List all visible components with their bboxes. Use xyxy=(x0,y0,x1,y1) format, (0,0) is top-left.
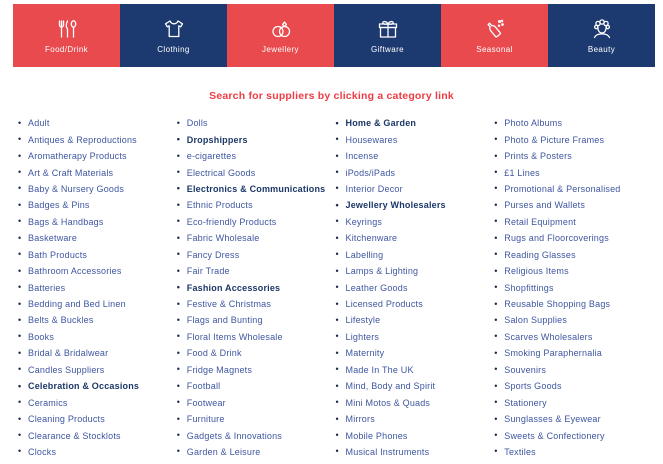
gift-icon xyxy=(376,17,400,41)
bullet-icon: • xyxy=(176,413,181,424)
category-link-label[interactable]: Fashion Accessories xyxy=(186,282,281,293)
category-link-jewellery-wholesalers[interactable] xyxy=(336,197,495,213)
category-link-mini-motos-quads[interactable] xyxy=(336,394,495,410)
bullet-icon: • xyxy=(494,314,498,325)
category-column-3 xyxy=(336,115,495,460)
bullet-icon: • xyxy=(494,249,498,260)
category-link-reusable-shopping-bags[interactable] xyxy=(494,296,653,312)
category-link-label[interactable]: Festive & Christmas xyxy=(186,299,272,310)
category-link-dolls[interactable] xyxy=(177,115,336,131)
category-link-label[interactable]: Shopfittings xyxy=(504,282,554,293)
category-link-label[interactable]: Mini Motos & Quads xyxy=(345,397,431,408)
category-link-label[interactable]: Purses and Wallets xyxy=(504,200,586,211)
category-link-label[interactable]: Made In The UK xyxy=(345,364,414,375)
tab-label: Clothing xyxy=(157,45,190,54)
tab-giftware[interactable] xyxy=(334,4,441,67)
tab-label: Food/Drink xyxy=(44,45,89,54)
bullet-icon: • xyxy=(176,134,181,145)
category-link-label[interactable]: Clearance & Stocklots xyxy=(28,430,121,441)
category-link-label[interactable]: Ethnic Products xyxy=(186,200,253,211)
category-link-ceramics[interactable] xyxy=(18,394,177,410)
tab-label: Beauty xyxy=(587,45,616,54)
category-link-home-garden[interactable] xyxy=(336,115,495,131)
category-link-label[interactable]: £1 Lines xyxy=(504,167,540,178)
category-link-label[interactable]: Smoking Paraphernalia xyxy=(504,348,603,359)
category-link-label[interactable]: Books xyxy=(28,331,55,342)
category-link-label[interactable]: Licensed Products xyxy=(345,299,423,310)
category-link-purses-and-wallets[interactable] xyxy=(494,197,653,213)
category-link-candles-suppliers[interactable] xyxy=(18,362,177,378)
category-link-label[interactable]: Aromatherapy Products xyxy=(28,151,127,162)
category-link-clocks[interactable] xyxy=(18,444,177,460)
bullet-icon: • xyxy=(176,199,181,210)
category-link-furniture[interactable] xyxy=(177,411,336,427)
category-link-label[interactable]: Celebration & Occasions xyxy=(28,381,140,392)
bullet-icon: • xyxy=(494,430,498,441)
category-link-ethnic-products[interactable] xyxy=(177,197,336,213)
category-link-label[interactable]: Basketware xyxy=(28,233,78,244)
category-link-label[interactable]: Musical Instruments xyxy=(345,446,430,457)
bullet-icon: • xyxy=(18,430,22,441)
category-link-label[interactable]: Bridal & Bridalwear xyxy=(28,348,109,359)
tab-label: Seasonal xyxy=(476,45,513,54)
bullet-icon: • xyxy=(494,232,498,243)
bullet-icon: • xyxy=(176,117,181,128)
bullet-icon: • xyxy=(176,446,181,457)
bullet-icon: • xyxy=(18,413,22,424)
category-link-label[interactable]: Eco-friendly Products xyxy=(186,216,277,227)
category-link-label[interactable]: Keyrings xyxy=(345,216,383,227)
bullet-icon: • xyxy=(335,314,339,325)
bullet-icon: • xyxy=(176,249,181,260)
category-link-label[interactable]: Promotional & Personalised xyxy=(504,183,621,194)
category-link-label[interactable]: Sweets & Confectionery xyxy=(504,430,605,441)
category-link-gadgets-innovations[interactable] xyxy=(177,427,336,443)
category-link-label[interactable]: Bags & Handbags xyxy=(28,216,104,227)
category-link-sports-goods[interactable] xyxy=(494,378,653,394)
category-link-label[interactable]: Baby & Nursery Goods xyxy=(28,183,125,194)
category-link-label[interactable]: Football xyxy=(186,381,221,392)
bullet-icon: • xyxy=(335,183,339,194)
bullet-icon: • xyxy=(335,265,339,276)
category-link-scarves-wholesalers[interactable] xyxy=(494,329,653,345)
category-link-label[interactable]: Prints & Posters xyxy=(504,151,572,162)
bullet-icon: • xyxy=(18,117,22,128)
category-link-label[interactable]: Antiques & Reproductions xyxy=(28,134,137,145)
category-link-footwear[interactable] xyxy=(177,394,336,410)
tab-jewellery[interactable] xyxy=(227,4,334,67)
bullet-icon: • xyxy=(335,249,339,260)
bullet-icon: • xyxy=(335,347,339,358)
bullet-icon: • xyxy=(176,380,181,391)
bullet-icon: • xyxy=(18,298,22,309)
category-link-label[interactable]: Rugs and Floorcoverings xyxy=(504,233,609,244)
bullet-icon: • xyxy=(176,265,181,276)
category-link-label[interactable]: Religious Items xyxy=(504,266,569,277)
bullet-icon: • xyxy=(494,380,498,391)
bullet-icon: • xyxy=(494,397,498,408)
category-link-celebration-occasions[interactable] xyxy=(18,378,177,394)
category-link-label[interactable]: Mirrors xyxy=(345,414,375,425)
category-tabbar xyxy=(13,4,655,67)
category-link-label[interactable]: Scarves Wholesalers xyxy=(504,331,593,342)
bullet-icon: • xyxy=(18,331,22,342)
category-link-musical-instruments[interactable] xyxy=(336,444,495,460)
rings-icon xyxy=(269,17,293,41)
category-link-mind-body-and-spirit[interactable] xyxy=(336,378,495,394)
category-link-salon-supplies[interactable] xyxy=(494,312,653,328)
category-column-2 xyxy=(177,115,336,460)
bullet-icon: • xyxy=(18,265,22,276)
cutlery-icon xyxy=(55,17,79,41)
category-link-label[interactable]: Cleaning Products xyxy=(28,414,105,425)
bullet-icon: • xyxy=(335,397,339,408)
category-link-lifestyle[interactable] xyxy=(336,312,495,328)
category-link-label[interactable]: Lifestyle xyxy=(345,315,381,326)
bullet-icon: • xyxy=(335,364,339,375)
bullet-icon: • xyxy=(176,150,181,161)
bullet-icon: • xyxy=(176,167,181,178)
category-link-label[interactable]: Lamps & Lighting xyxy=(345,266,419,277)
category-link-fridge-magnets[interactable] xyxy=(177,362,336,378)
category-link-mobile-phones[interactable] xyxy=(336,427,495,443)
category-link-adult[interactable] xyxy=(18,115,177,131)
bullet-icon: • xyxy=(494,117,498,128)
category-link-garden-leisure[interactable] xyxy=(177,444,336,460)
tab-food-drink[interactable] xyxy=(13,4,120,67)
category-link-smoking-paraphernalia[interactable] xyxy=(494,345,653,361)
category-link-maternity[interactable] xyxy=(336,345,495,361)
category-link-lamps-lighting[interactable] xyxy=(336,263,495,279)
bullet-icon: • xyxy=(335,331,339,342)
bullet-icon: • xyxy=(494,265,498,276)
bullet-icon: • xyxy=(176,232,181,243)
category-link-mirrors[interactable] xyxy=(336,411,495,427)
bullet-icon: • xyxy=(335,298,339,309)
bullet-icon: • xyxy=(494,347,498,358)
category-link-bath-products[interactable] xyxy=(18,247,177,263)
category-link-label[interactable]: Badges & Pins xyxy=(28,200,90,211)
category-link-aromatherapy-products[interactable] xyxy=(18,148,177,164)
tab-clothing[interactable] xyxy=(120,4,227,67)
bullet-icon: • xyxy=(18,314,22,325)
category-link-label[interactable]: Floral Items Wholesale xyxy=(186,331,283,342)
bullet-icon: • xyxy=(18,216,22,227)
category-link-art-craft-materials[interactable] xyxy=(18,164,177,180)
category-link-prints-posters[interactable] xyxy=(494,148,653,164)
category-link-label[interactable]: Mobile Phones xyxy=(345,430,408,441)
category-link-label[interactable]: Fabric Wholesale xyxy=(186,233,260,244)
bullet-icon: • xyxy=(335,232,339,243)
beauty-icon xyxy=(590,17,614,41)
category-link-label[interactable]: Photo & Picture Frames xyxy=(504,134,605,145)
category-link-made-in-the-uk[interactable] xyxy=(336,362,495,378)
category-column-1 xyxy=(18,115,177,460)
category-link-electronics-communications[interactable] xyxy=(177,181,336,197)
category-link-label[interactable]: Fridge Magnets xyxy=(186,364,253,375)
category-link-food-drink[interactable] xyxy=(177,345,336,361)
category-link-label[interactable]: Ceramics xyxy=(28,397,68,408)
category-link-cleaning-products[interactable] xyxy=(18,411,177,427)
category-link-label[interactable]: Batteries xyxy=(28,282,66,293)
bullet-icon: • xyxy=(176,282,181,293)
category-link-label[interactable]: Photo Albums xyxy=(504,118,563,129)
category-link-label[interactable]: Bathroom Accessories xyxy=(28,266,122,277)
category-link-label[interactable]: Electrical Goods xyxy=(186,167,256,178)
category-link-housewares[interactable] xyxy=(336,131,495,147)
champagne-icon xyxy=(483,17,507,41)
category-link-textiles[interactable] xyxy=(494,444,653,460)
category-link-label[interactable]: Garden & Leisure xyxy=(186,446,261,457)
category-link-shopfittings[interactable] xyxy=(494,279,653,295)
category-link-labelling[interactable] xyxy=(336,247,495,263)
bullet-icon: • xyxy=(494,216,498,227)
bullet-icon: • xyxy=(176,314,181,325)
category-link-fabric-wholesale[interactable] xyxy=(177,230,336,246)
category-link-belts-buckles[interactable] xyxy=(18,312,177,328)
category-link-label[interactable]: Fancy Dress xyxy=(186,249,240,260)
category-link-rugs-and-floorcoverings[interactable] xyxy=(494,230,653,246)
category-link-label[interactable]: Mind, Body and Spirit xyxy=(345,381,436,392)
category-link-kitchenware[interactable] xyxy=(336,230,495,246)
category-link-label[interactable]: Salon Supplies xyxy=(504,315,568,326)
category-link-label[interactable]: Reading Glasses xyxy=(504,249,576,260)
bullet-icon: • xyxy=(335,199,339,210)
category-link-label[interactable]: Home & Garden xyxy=(345,118,417,129)
category-link-eco-friendly-products[interactable] xyxy=(177,214,336,230)
category-link-label[interactable]: Labelling xyxy=(345,249,384,260)
category-link-label[interactable]: Food & Drink xyxy=(186,348,242,359)
category-link-label[interactable]: iPods/iPads xyxy=(345,167,396,178)
bullet-icon: • xyxy=(335,150,339,161)
category-column-4 xyxy=(494,115,653,460)
category-link-batteries[interactable] xyxy=(18,279,177,295)
category-link-label[interactable]: Incense xyxy=(345,151,379,162)
bullet-icon: • xyxy=(18,167,22,178)
category-link-label[interactable]: e-cigarettes xyxy=(186,151,237,162)
category-link-label[interactable]: Stationery xyxy=(504,397,547,408)
category-link-bridal-bridalwear[interactable] xyxy=(18,345,177,361)
category-link-label[interactable]: Bedding and Bed Linen xyxy=(28,299,126,310)
tshirt-icon xyxy=(162,17,186,41)
category-link-bedding-and-bed-linen[interactable] xyxy=(18,296,177,312)
category-link-badges-pins[interactable] xyxy=(18,197,177,213)
category-link-fair-trade[interactable] xyxy=(177,263,336,279)
bullet-icon: • xyxy=(176,183,181,194)
category-link-label[interactable]: Dropshippers xyxy=(186,134,248,145)
category-link-flags-and-bunting[interactable] xyxy=(177,312,336,328)
bullet-icon: • xyxy=(494,199,498,210)
category-link-label[interactable]: Dolls xyxy=(186,118,208,129)
category-link-label[interactable]: Bath Products xyxy=(28,249,88,260)
category-link-label[interactable]: Belts & Buckles xyxy=(28,315,94,326)
category-link-stationery[interactable] xyxy=(494,394,653,410)
category-link-label[interactable]: Footwear xyxy=(186,397,226,408)
category-link-promotional-personalised[interactable] xyxy=(494,181,653,197)
category-link-religious-items[interactable] xyxy=(494,263,653,279)
category-link-lighters[interactable] xyxy=(336,329,495,345)
bullet-icon: • xyxy=(18,380,22,391)
category-link-label[interactable]: Flags and Bunting xyxy=(186,315,263,326)
bullet-icon: • xyxy=(18,249,22,260)
category-link-label[interactable]: Furniture xyxy=(186,414,225,425)
bullet-icon: • xyxy=(18,397,22,408)
bullet-icon: • xyxy=(176,331,181,342)
tab-label: Giftware xyxy=(371,45,404,54)
category-link-football[interactable] xyxy=(177,378,336,394)
category-link-books[interactable] xyxy=(18,329,177,345)
category-link-souvenirs[interactable] xyxy=(494,362,653,378)
bullet-icon: • xyxy=(335,413,339,424)
category-link-photo-picture-frames[interactable] xyxy=(494,131,653,147)
category-link-leather-goods[interactable] xyxy=(336,279,495,295)
category-link-floral-items-wholesale[interactable] xyxy=(177,329,336,345)
bullet-icon: • xyxy=(176,430,181,441)
bullet-icon: • xyxy=(18,183,22,194)
bullet-icon: • xyxy=(494,364,498,375)
category-link-label[interactable]: Leather Goods xyxy=(345,282,408,293)
category-link-basketware[interactable] xyxy=(18,230,177,246)
category-link-clearance-stocklots[interactable] xyxy=(18,427,177,443)
category-link-label[interactable]: Gadgets & Innovations xyxy=(186,430,283,441)
category-link-label[interactable]: Retail Equipment xyxy=(504,216,576,227)
bullet-icon: • xyxy=(494,413,498,424)
category-link-dropshippers[interactable] xyxy=(177,131,336,147)
category-link-bathroom-accessories[interactable] xyxy=(18,263,177,279)
category-link-licensed-products[interactable] xyxy=(336,296,495,312)
category-link-retail-equipment[interactable] xyxy=(494,214,653,230)
category-link-label[interactable]: Housewares xyxy=(345,134,398,145)
category-link-keyrings[interactable] xyxy=(336,214,495,230)
bullet-icon: • xyxy=(176,364,181,375)
bullet-icon: • xyxy=(18,347,22,358)
category-link-electrical-goods[interactable] xyxy=(177,164,336,180)
bullet-icon: • xyxy=(335,282,339,293)
category-link-label[interactable]: Fair Trade xyxy=(186,266,230,277)
category-link-bags-handbags[interactable] xyxy=(18,214,177,230)
bullet-icon: • xyxy=(494,134,498,145)
category-link-festive-christmas[interactable] xyxy=(177,296,336,312)
category-link-sunglasses-eyewear[interactable] xyxy=(494,411,653,427)
category-link-label[interactable]: Interior Decor xyxy=(345,183,403,194)
bullet-icon: • xyxy=(18,134,22,145)
bullet-icon: • xyxy=(176,397,181,408)
category-link-label[interactable]: Maternity xyxy=(345,348,385,359)
category-link-fancy-dress[interactable] xyxy=(177,247,336,263)
bullet-icon: • xyxy=(18,150,22,161)
category-link-label[interactable]: Clocks xyxy=(28,446,57,457)
category-link-interior-decor[interactable] xyxy=(336,181,495,197)
bullet-icon: • xyxy=(335,134,339,145)
bullet-icon: • xyxy=(494,167,498,178)
page-title: Search for suppliers by clicking a category link xyxy=(209,90,454,102)
bullet-icon: • xyxy=(335,216,339,227)
bullet-icon: • xyxy=(176,298,181,309)
category-link-label[interactable]: Souvenirs xyxy=(504,364,547,375)
category-link-label[interactable]: Kitchenware xyxy=(345,233,398,244)
bullet-icon: • xyxy=(494,183,498,194)
bullet-icon: • xyxy=(18,446,22,457)
tab-seasonal[interactable] xyxy=(441,4,548,67)
tab-label: Jewellery xyxy=(262,45,299,54)
category-link-reading-glasses[interactable] xyxy=(494,247,653,263)
bullet-icon: • xyxy=(176,216,181,227)
category-link-e-cigarettes[interactable] xyxy=(177,148,336,164)
category-link-label[interactable]: Candles Suppliers xyxy=(28,364,105,375)
category-link-label[interactable]: Sports Goods xyxy=(504,381,562,392)
bullet-icon: • xyxy=(18,364,22,375)
bullet-icon: • xyxy=(494,446,498,457)
bullet-icon: • xyxy=(335,430,339,441)
category-link-sweets-confectionery[interactable] xyxy=(494,427,653,443)
bullet-icon: • xyxy=(335,446,339,457)
category-link-ipods-ipads[interactable] xyxy=(336,164,495,180)
category-link-label[interactable]: Adult xyxy=(28,118,50,129)
bullet-icon: • xyxy=(18,232,22,243)
bullet-icon: • xyxy=(335,167,339,178)
category-link-label[interactable]: Art & Craft Materials xyxy=(28,167,114,178)
category-link-incense[interactable] xyxy=(336,148,495,164)
category-link-baby-nursery-goods[interactable] xyxy=(18,181,177,197)
category-link-label[interactable]: Sunglasses & Eyewear xyxy=(504,414,601,425)
category-link-photo-albums[interactable] xyxy=(494,115,653,131)
bullet-icon: • xyxy=(335,117,339,128)
category-link-label[interactable]: Jewellery Wholesalers xyxy=(345,200,446,211)
category-link-label[interactable]: Reusable Shopping Bags xyxy=(504,299,611,310)
bullet-icon: • xyxy=(494,150,498,161)
category-link-label[interactable]: Textiles xyxy=(504,446,536,457)
bullet-icon: • xyxy=(335,380,339,391)
category-columns xyxy=(0,102,663,460)
category-link-label[interactable]: Electronics & Communications xyxy=(186,183,326,194)
category-link-antiques-reproductions[interactable] xyxy=(18,131,177,147)
category-link-fashion-accessories[interactable] xyxy=(177,279,336,295)
category-link-label[interactable]: Lighters xyxy=(345,331,380,342)
bullet-icon: • xyxy=(494,298,498,309)
bullet-icon: • xyxy=(18,282,22,293)
category-link-1-lines[interactable] xyxy=(494,164,653,180)
bullet-icon: • xyxy=(494,282,498,293)
bullet-icon: • xyxy=(176,347,181,358)
bullet-icon: • xyxy=(494,331,498,342)
tab-beauty[interactable] xyxy=(548,4,655,67)
bullet-icon: • xyxy=(18,199,22,210)
